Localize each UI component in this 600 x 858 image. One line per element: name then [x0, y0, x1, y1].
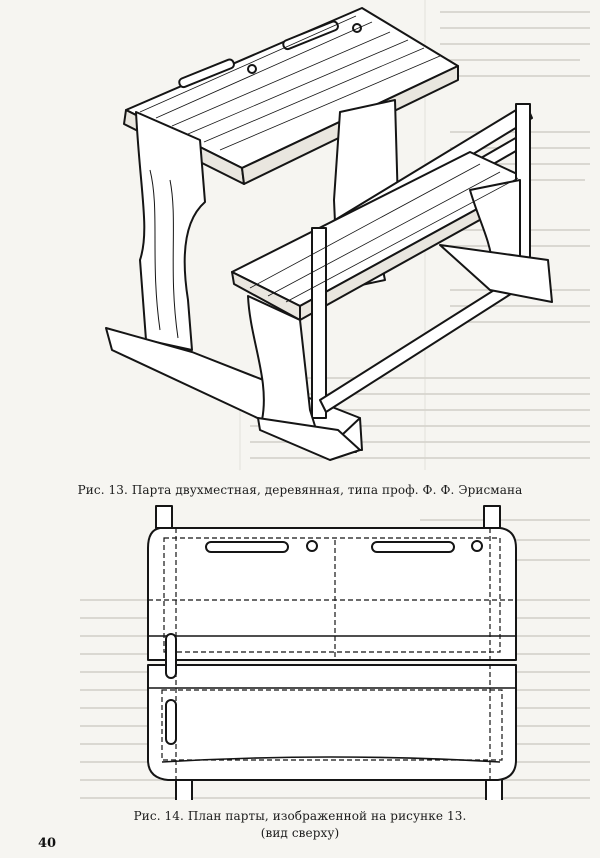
- desk-top-plan: [148, 528, 516, 660]
- figure-14-caption: Рис. 14. План парты, изображенной на рисунке 13.: [133, 809, 467, 823]
- figure-14-caption-subtitle: (вид сверху): [260, 826, 340, 840]
- slot-right: [372, 542, 454, 552]
- figure-13-caption: Рис. 13. Парта двухместная, деревянная, типа проф. Ф. Ф. Эрисмана: [77, 483, 523, 497]
- page-number: 40: [38, 836, 57, 851]
- inkwell-left: [307, 541, 317, 551]
- post-top-left: [156, 506, 172, 528]
- bench-seat-plan: [148, 665, 516, 780]
- post-top-right: [484, 506, 500, 528]
- slot-left: [206, 542, 288, 552]
- inkwell-right: [472, 541, 482, 551]
